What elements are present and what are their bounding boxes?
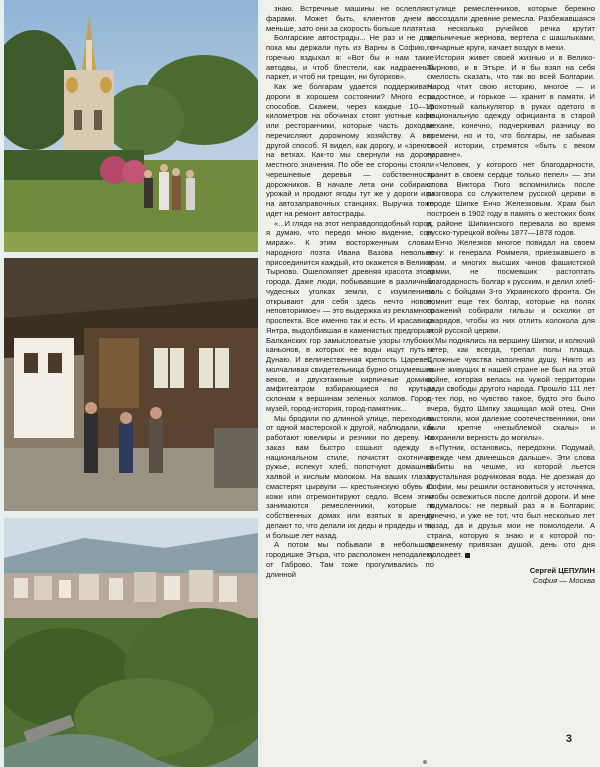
paragraph: А потом мы побывали в небольшом городишке Этъра, что расположен неподалеку от Габрово. Там тоже прогуливались по длинной	[266, 540, 434, 579]
paragraph: История живет своей жизнью и в Велико-Тырново, и в Этъре. И я бы взял на себя смелость сказать, что так во всей Болгарии. Народ чтит свою историю, многое — и радостное, и горькое — хранит в памяти. И крохотный калькулятор в руках одетого в национальную одежду официанта в старой механе, конечно, подчеркивал разницу во времени, но и то, что болгары, не забывая своей истории, стремятся «быть с веком наравне».	[427, 52, 595, 160]
final-paragraph-text: «Путник, остановись, передохни. Подумай, прежде чем двинешься дальше». Эти слова выбиты на чешме, из которой льется хрустальная родниковая вода. Не доезжая до Софии, мы решили остановиться у источника, чтобы освежиться после долгой дороги. И мне подумалось: не первый раз я в Болгарии; конечно, и уже не тот, что был несколько лет назад, да и друзья мои не помолодели. А страна, которую я знаю и к которой по-прежнему привязан душой, день ото дня молодеет.	[427, 442, 595, 559]
paragraph: Мы бродили по длинной улице, переходили от одной мастерской к другой, наблюдали, как работают ювелиры и резчики по дереву. На заказ вам быстро сошьют одежду в национальном стиле, почистят охотничье ружье, испекут хлеб, попотчуют домашней халвой и кислым молоком. На ваших глазах смастерят цырвули — крестьянскую обувь из кожи или отремонтируют седло. Всем этим занимаются ремесленники, которые в собственных домах или взятых в аренду делают то, что делали их деды и прадеды и то, и больше лет назад.	[266, 413, 434, 540]
article-column-2	[427, 4, 595, 586]
paragraph: «...И глядя на этот неправдоподобный город, я думаю, что передо мною видение, сон, мираж». К этим восторженным словам народного поэта Ивана Вазова невольно присоединится каждый, кто окажется в Велико-Тырново. Ошеломляет древняя красота этого города. Даже люди, побывавшие в различных чудесных уголках земли, с изумлением открывают для себя здесь нечто новое, неповторимое» — это выдержка из рекламного проспекта. Все именно так и есть. И красавица Янтра, выдолбившая в каменистых предгорьях Балканских гор замысловатые узоры глубоких каньонов, в которых ее воды ищут путь к Дунаю. И величественная крепость Царевец, молчаливая свидетельница бурно отшумевших веков, и двухэтажные кирпичные домики, амфитеатром взбирающиеся по крутым склонам к вершинам зеленых холмов. Город-музей, город-история, город-памятник...	[266, 218, 434, 413]
paragraph: Мы поднялись на вершину Шипки, и колючий ветер, как всегда, трепал полы плаща. Сложные чувства наполняли душу. Никто из ныне живущих в нашей стране не был на этой войне, которая велась на чужой территории ради свободы другого народа. Прошло 111 лет с тех пор, но чувство такое, будто это было вчера, будто Шипку защищал мой отец. Они выстояли, мои далекие соотечественники, они были крепче «незыблемой скалы» и сохранили верность до могилы».	[427, 335, 596, 442]
photo-column	[0, 0, 262, 767]
article-column-1	[266, 4, 434, 579]
paragraph: Енчо Железков многое повидал на своем веку: и генерала Роммеля, приезжавшего в храм, и многих высших чинов фашистской армии, не посмевших растоптать благодарность болгар к русским, и делил хлеб-соль с бойцами 3-го Украинского фронта. Он помнит еще тех болгар, которые на полях сражений собирали гильзы и осколки от снарядов, чтобы из них отлить колокола для этой русской церкви.	[427, 238, 595, 335]
author-name: Сергей ЦЕПУЛИН	[529, 565, 595, 575]
paragraph	[427, 443, 595, 560]
page-number: 3	[565, 733, 572, 745]
end-mark-icon	[465, 553, 470, 558]
paragraph: знаю. Встречные машины не ослепляют фарами. Может быть, клиентов днем и меньше, зато они за скорость больше платят...	[266, 4, 434, 33]
paragraph: Как же болгарам удается поддерживать дороги в хорошем состоянии? Много есть способов. Скажем, через каждые 10—15 километров на обочинах стоят уютные кафе или ресторанчики, которые часть доходов перечисляют дорожному хозяйству. А вот другой способ. Я видел, как дорогу, и «зреют» на ветках. Как-то мы свернули на дорогу местного значения. По обе ее стороны стояли черешневые деревья — собственность дорожников. В начале лета они собирают урожай и продают ягоды тут же у дороги или на автозаправочных станциях. Выручка тоже идет на ремонт автострады.	[266, 82, 434, 218]
paragraph: Болгарские автострады... Не раз и не два, пока мы держали путь из Варны в Софию, с горечью вздыхал я: «Вот бы и нам такие автодвы, и чтоб блестели, как надраенный паркет, и чтоб ни трещин, ни бугорков».	[266, 33, 434, 82]
author-place: София — Москва	[532, 575, 595, 585]
signature	[427, 566, 595, 586]
separator-dot-icon	[423, 760, 427, 764]
hillside-town-photo	[4, 518, 258, 767]
paragraph: улице ремесленников, которые бережно воссоздали древние ремесла. Разбежавшаяся на несколько ручейков речка крутит мельничные жернова, вертела с шашлыками, гончарные круги, качает воздух в мехи.	[427, 4, 595, 52]
old-town-street-photo	[4, 258, 258, 511]
church-photo	[4, 0, 258, 252]
paragraph: «Человек, у которого нет благодарности, хранит в своем сердце только пепел» — эти слова Виктора Гюго вспомнились после разговора со служителем русской церкви в городе Шипке Енчо Железковым. Храм был построен в 1902 году в память о жестоких боях в районе Шипкинского перевала во время русско-турецкой войны 1877—1878 годов.	[427, 160, 595, 238]
